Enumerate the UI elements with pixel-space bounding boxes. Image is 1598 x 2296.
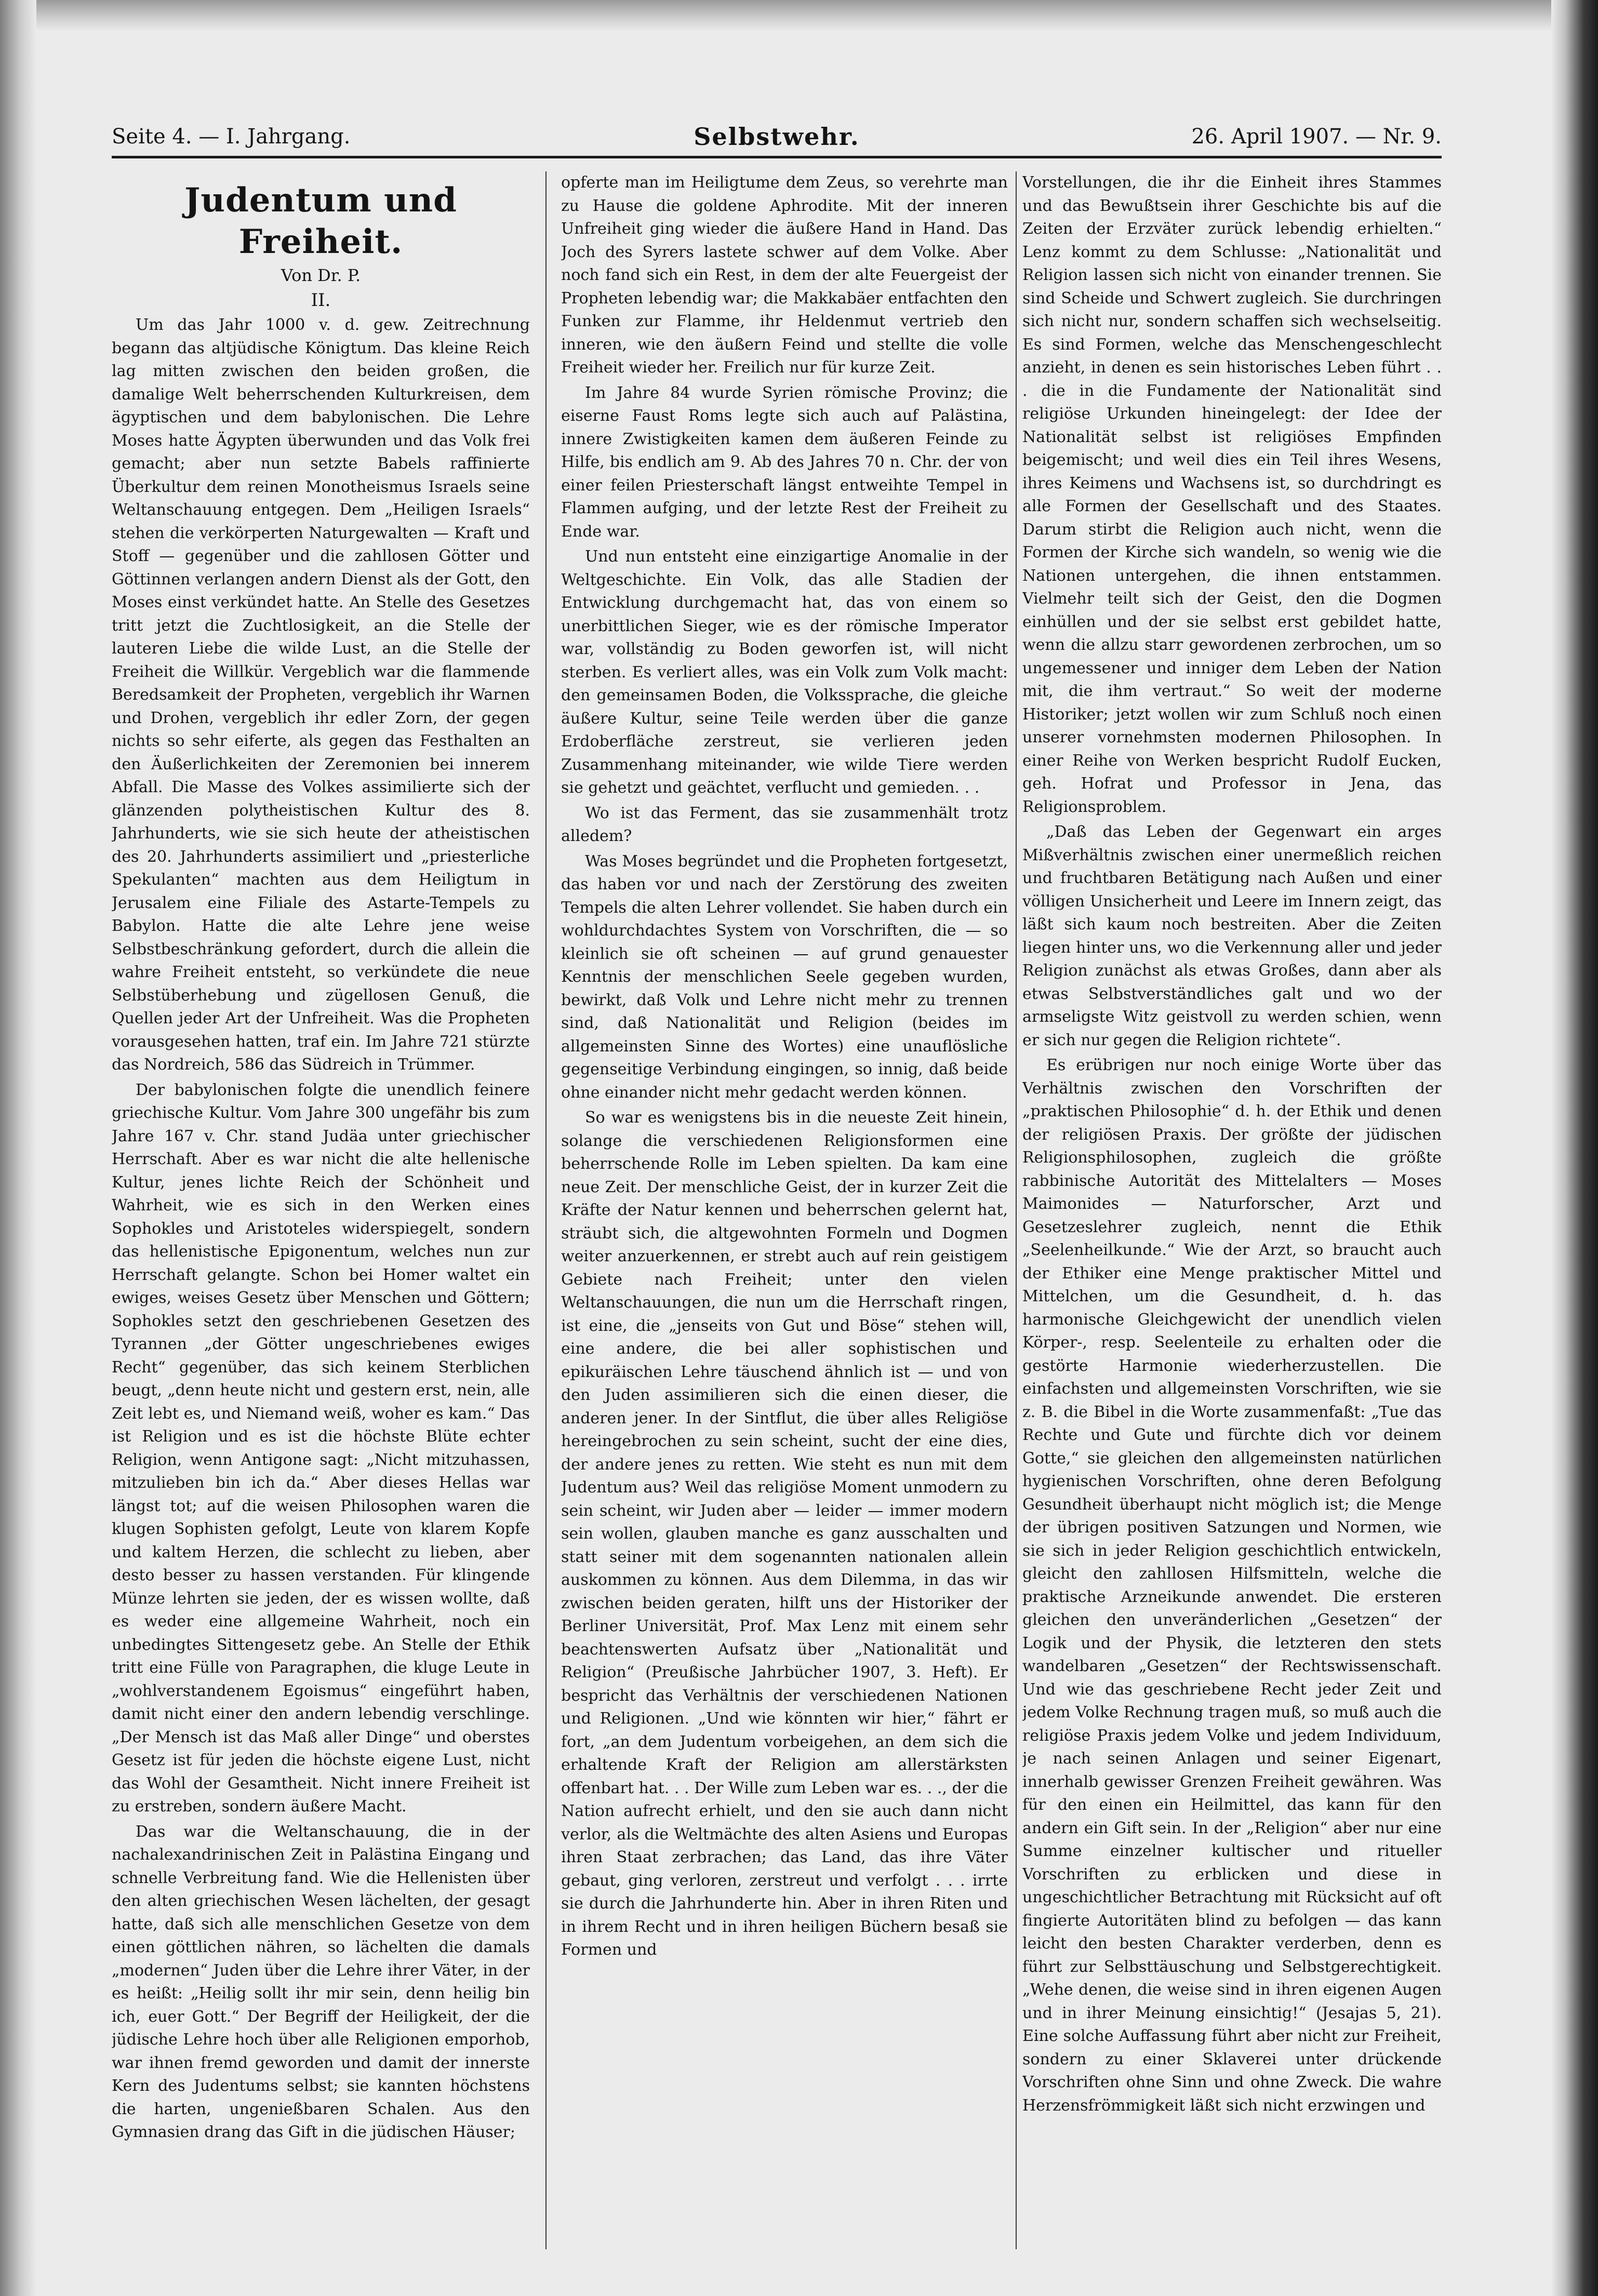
column-separator [545, 171, 547, 2249]
scan-border-left [0, 0, 36, 2296]
scan-border-top [0, 0, 1598, 31]
column-2 [561, 171, 1008, 2254]
paragraph: Und nun entsteht eine einzigartige Anomalie in der Weltgeschichte. Ein Volk, das alle Stadien der Entwicklung durchgemacht hat, das von einem so unerbittlichen Sieger, wie es der römische Imperator war, vollständig zu Boden geworfen ist, will nicht sterben. Es verliert alles, was ein Volk zum Volk macht: den gemeinsamen Boden, die Volkssprache, die gleiche äußere Kultur, seine Teile werden über die ganze Erdoberfläche zerstreut, sie verlieren jeden Zusammenhang miteinander, wie wilde Tiere werden sie gehetzt und geächtet, verflucht und gemieden. . . [561, 548, 1008, 797]
paragraph: Wo ist das Ferment, das sie zusammenhält trotz alledem? [561, 804, 1008, 845]
scan-border-right [1551, 0, 1598, 2296]
paragraph: Um das Jahr 1000 v. d. gew. Zeitrechnung begann das altjüdische Königtum. Das kleine Reich lag mitten zwischen den beiden großen, die damalige Welt beherrschenden Kulturkreisen, dem ägyptischen und dem babylonischen. Die Lehre Moses hatte Ägypten überwunden und das Volk frei gemacht; aber nun setzte Babels raffinierte Überkultur dem reinen Monotheismus Israels seine Weltanschauung entgegen. Dem „Heiligen Israels“ stehen die verkörperten Naturgewalten — Kraft und Stoff — gegenüber und die zahllosen Götter und Göttinnen verlangen andern Dienst als der Gott, den Moses einst verkündet hatte. An Stelle des Gesetzes tritt jetzt die Zuchtlosigkeit, an die Stelle der lauteren Liebe die wilde Lust, an die Stelle der Freiheit die Willkür. Vergeblich war die flammende Beredsamkeit der Propheten, vergeblich ihr Warnen und Drohen, vergeblich ihr edler Zorn, der gegen nichts so sehr eiferte, als gegen das Festhalten an den Äußerlichkeiten der Zeremonien bei innerem Abfall. Die Masse des Volkes assimilierte sich der glänzenden polytheistischen Kultur des 8. Jahrhunderts, wie sie sich heute der atheistischen des 20. Jahrhunderts assimiliert und „priesterliche Spekulanten“ machten aus dem Heiligtum in Jerusalem eine Filiale des Astarte-Tempels zu Babylon. Hatte die alte Lehre jene weise Selbstbeschränkung gefordert, durch die allein die wahre Freiheit entsteht, so verkündete die neue Selbstüberhebung und zügellosen Genuß, die Quellen jeder Art der Unfreiheit. Was die Propheten vorausgesehen hatten, traf ein. Im Jahre 721 stürzte das Nordreich, 586 das Südreich in Trümmer. [112, 316, 530, 1074]
article-byline: Von Dr. P. [281, 265, 361, 285]
paragraph: So war es wenigstens bis in die neueste Zeit hinein, solange die verschiedenen Religionsformen eine beherrschende Rolle im Leben spielten. Da kam eine neue Zeit. Der menschliche Geist, der in kurzer Zeit die Kräfte der Natur kennen und beherrschen gelernt hat, sträubt sich, die altgewohnten Formeln und Dogmen weiter anzuerkennen, er strebt auch auf rein geistigem Gebiete nach Freiheit; unter den vielen Weltanschauungen, die nun um die Herrschaft ringen, ist eine, die „jenseits von Gut und Böse“ stehen will, eine andere, die bei aller sophistischen und epikuräischen Lehre täuschend ähnlich ist — und von den Juden assimilieren sich die einen dieser, die anderen jener. In der Sintflut, die über alles Religiöse hereingebrochen zu sein scheint, sucht der eine dies, der andere jenes zu retten. Wie steht es nun mit dem Judentum aus? Weil das religiöse Moment unmodern zu sein scheint, wir Juden aber — leider — immer modern sein wollen, glauben manche es ganz ausschalten und statt seiner mit dem sogenannten nationalen allein auskommen zu können. Aus dem Dilemma, in das wir zwischen beiden geraten, hilft uns der Historiker der Berliner Universität, Prof. Max Lenz mit einem sehr beachtenswerten Aufsatz über „Nationalität und Religion“ (Preußische Jahrbücher 1907, 3. Heft). Er bespricht das Verhältnis der verschiedenen Nationen und Religionen. „Und wie könnten wir hier,“ fährt er fort, „an dem Judentum vorbeigehen, an dem sich die erhaltende Kraft der Religion am allerstärksten offenbart hat. . . Der Wille zum Leben war es. . ., der die Nation aufrecht erhielt, und den sie auch dann nicht verlor, als die Weltmächte des alten Asiens und Europas ihren Staat zerbrachen; das Land, das ihre Väter gebaut, ging verloren, zerstreut und verfolgt . . . irrte sie durch die Jahrhunderte hin. Aber in ihren Riten und in ihrem Recht und in ihren heiligen Büchern besaß sie Formen und [561, 1109, 1008, 1959]
paragraph: Vorstellungen, die ihr die Einheit ihres Stammes und das Bewußtsein ihrer Geschichte bis auf die Zeiten der Erzväter zurück lebendig erhielten.“ Lenz kommt zu dem Schlusse: „Nationalität und Religion lassen sich nicht von einander trennen. Sie sind Scheide und Schwert zugleich. Sie durchringen sich nicht nur, sondern schaffen sich wechselseitig. Es sind Formen, welche das Menschengeschlecht anzieht, in denen es sein historisches Leben führt . . . die in die Fundamente der Nationalität sind religiöse Urkunden hineingelegt: der Idee der Nationalität selbst ist religiöses Empfinden beigemischt; und weil dies ein Teil ihres Wesens, ihres Keimens und Wachsens ist, so durchdringt es alle Formen der Gesellschaft und des Staates. Darum stirbt die Religion auch nicht, wenn die Formen der Kirche sich wandeln, so wenig wie die Nationen untergehen, die ihnen entstammen. Vielmehr teilt sich der Geist, den die Dogmen einhüllen und der sie selbst erst gebildet hatte, wenn die allzu starr gewordenen zerbrochen, um so ungemessener und inniger dem Leben der Nation mit, die ihm vertraut.“ So weit der moderne Historiker; jetzt wollen wir zum Schluß noch einen unserer vornehmsten modernen Philosophen. In einer Reihe von Werken bespricht Rudolf Eucken, geh. Hofrat und Professor in Jena, das Religionsproblem. [1022, 173, 1442, 816]
header-rule [112, 156, 1442, 158]
paragraph: Das war die Weltanschauung, die in der nachalexandrinischen Zeit in Palästina Eingang und schnelle Verbreitung fand. Wie die Hellenisten über den alten griechischen Wesen lächelten, der gesagt hatte, daß sich alle menschlichen Gesetze von dem einen göttlichen nähren, so lächelten die damals „modernen“ Juden über die Lehre ihrer Väter, in der es heißt: „Heilig sollt ihr mir sein, denn heilig bin ich, euer Gott.“ Der Begriff der Heiligkeit, der die jüdische Lehre hoch über alle Religionen emporhob, war ihnen fremd geworden und damit der innerste Kern des Judentums selbst; sie kannten höchstens die harten, ungenießbaren Schalen. Aus den Gymnasien drang das Gift in die jüdischen Häuser; [112, 1822, 530, 2141]
page-number-volume: Seite 4. — I. Jahrgang. [112, 125, 351, 149]
paragraph: „Daß das Leben der Gegenwart ein arges Mißverhältnis zwischen einer unermeßlich reichen und fruchtbaren Betätigung nach Außen und einer völligen Unsicherheit und Leere im Innern zeigt, das läßt sich kaum noch bestreiten. Aber die Zeiten liegen hinter uns, wo die Verkennung aller und jeder Religion zunächst als etwas Großes, dann aber als etwas Selbstverständliches galt und wo der armseligste Witz geistvoll zu werden schien, wenn er sich nur gegen die Religion richtete“. [1022, 823, 1442, 1049]
issue-date-number: 26. April 1907. — Nr. 9. [1191, 125, 1442, 149]
running-head [112, 125, 1442, 156]
column-separator [1016, 171, 1017, 2249]
paragraph: Es erübrigen nur noch einige Worte über das Verhältnis zwischen den Vorschriften der „praktischen Philosophie“ d. h. der Ethik und denen der religiösen Praxis. Der größte der jüdischen Religionsphilosophen, zugleich die größte rabbinische Autorität des Mittelalters — Moses Maimonides — Naturforscher, Arzt und Gesetzeslehrer zugleich, nennt die Ethik „Seelenheilkunde.“ Wie der Arzt, so braucht auch der Ethiker eine Menge praktischer Mittel und Mittelchen, um die Gesundheit, d. h. das harmonische Gleichgewicht der unendlich vielen Körper-, resp. Seelenteile zu erhalten oder die gestörte Harmonie wiederherzustellen. Die einfachsten und allgemeinsten Vorschriften, wie sie z. B. die Bibel in die Worte zusammenfaßt: „Tue das Rechte und Gute und fürchte dich vor deinem Gotte,“ sie gleichen den allgemeinsten natürlichen hygienischen Vorschriften, ohne deren Befolgung Gesundheit überhaupt nicht möglich ist; die Menge der übrigen positiven Satzungen und Normen, wie sie sich in jeder Religion geschichtlich entwickeln, gleicht den zahllosen Hilfsmitteln, welche die praktische Arzneikunde anwendet. Die ersteren gleichen den unveränderlichen „Gesetzen“ der Logik und der Physik, die letzteren den stets wandelbaren „Gesetzen“ der Rechtswissenschaft. Und wie das geschriebene Recht jeder Zeit und jedem Volke Rechnung tragen muß, so muß auch die religiöse Praxis jedem Volke und jedem Individuum, je nach seinen Anlagen und seiner Eigenart, innerhalb gewisser Grenzen Freiheit gewähren. Was für den einen ein Heilmittel, das kann für den andern ein Gift sein. In der „Religion“ aber nur eine Summe einzelner kultischer und ritueller Vorschriften zu erblicken und diese in ungeschichtlicher Betrachtung mit Rücksicht auf oft fingierte Autoritäten blind zu befolgen — das kann leicht den besten Charakter verderben, denn es führt zur Selbsttäuschung und Selbstgerechtigkeit. „Wehe denen, die weise sind in ihren eigenen Augen und in ihrer Meinung einsichtig!“ (Jesajas 5, 21). Eine solche Auffassung führt aber nicht zur Freiheit, sondern zu einer Sklaverei unter drückende Vorschriften ohne Sinn und ohne Zweck. Die wahre Herzensfrömmigkeit läßt sich nicht erzwingen und [1022, 1056, 1442, 2115]
column-1 [112, 171, 530, 2254]
paragraph: opferte man im Heiligtume dem Zeus, so verehrte man zu Hause die goldene Aphrodite. Mit der inneren Unfreiheit ging wieder die äußere Hand in Hand. Das Joch des Syrers lastete schwer auf dem Volke. Aber noch fand sich ein Rest, in dem der alte Feuergeist der Propheten lebendig war; die Makkabäer entfachten den Funken zur Flamme, ihr Heldenmut vertrieb den inneren, wie den äußern Feind und stellte die volle Freiheit wieder her. Freilich nur für kurze Zeit. [561, 173, 1008, 377]
paragraph: Was Moses begründet und die Propheten fortgesetzt, das haben vor und nach der Zerstörung des zweiten Tempels die alten Lehrer vollendet. Sie haben durch ein wohldurchdachtes System von Vorschriften, die — so kleinlich sie oft scheinen — auf grund genauester Kenntnis der menschlichen Seele gegeben wurden, bewirkt, daß Volk und Lehre nicht mehr zu trennen sind, daß Nationalität und Religion (beides im allgemeinsten Sinne des Wortes) eine unauflösliche gegenseitige Verbindung eingingen, so innig, daß beide ohne einander nicht mehr gedacht werden können. [561, 852, 1008, 1102]
paragraph: Der babylonischen folgte die unendlich feinere griechische Kultur. Vom Jahre 300 ungefähr bis zum Jahre 167 v. Chr. stand Judäa unter griechischer Herrschaft. Aber es war nicht die alte hellenische Kultur, jenes lichte Reich der Schönheit und Wahrheit, wie es sich in den Werken eines Sophokles und Aristoteles widerspiegelt, sondern das hellenistische Epigonentum, welches nun zur Herrschaft gelangte. Schon bei Homer waltet ein ewiges, weises Gesetz über Menschen und Göttern; Sophokles setzt den geschriebenen Gesetzen des Tyrannen „der Götter ungeschriebenes ewiges Recht“ gegenüber, das sich keinem Sterblichen beugt, „denn heute nicht und gestern erst, nein, alle Zeit lebt es, und Niemand weiß, woher es kam.“ Das ist Religion und es ist die höchste Blüte echter Religion, wenn Antigone sagt: „Nicht mitzuhassen, mitzulieben bin ich da.“ Aber dieses Hellas war längst tot; auf die weisen Philosophen waren die klugen Sophisten gefolgt, Leute von klarem Kopfe und kaltem Herzen, die schlecht zu lieben, aber desto besser zu hassen verstanden. Für klingende Münze lehrten sie jeden, der es wissen wollte, daß es weder eine allgemeine Wahrheit, noch ein unbedingtes Sittengesetz gebe. An Stelle der Ethik tritt eine Fülle von Paragraphen, die kluge Leute in „wohlverstandenem Egoismus“ eingeführt haben, damit nicht einer den andern lebendig verschlinge. „Der Mensch ist das Maß aller Dinge“ und oberstes Gesetz ist für jeden die höchste eigene Lust, nicht das Wohl der Gesamtheit. Nicht innere Freiheit ist zu erstreben, sondern äußere Macht. [112, 1080, 530, 1816]
paragraph: Im Jahre 84 wurde Syrien römische Provinz; die eiserne Faust Roms legte sich auch auf Palästina, innere Zwistigkeiten kamen dem äußeren Feinde zu Hilfe, bis endlich am 9. Ab des Jahres 70 n. Chr. der von einer feilen Priesterschaft längst entweihte Tempel in Flammen aufging, und der letzte Rest der Freiheit zu Ende war. [561, 383, 1008, 541]
column-3 [1022, 171, 1442, 2254]
article-title: Judentum und Freiheit. [184, 181, 457, 261]
article-section-number: II. [311, 290, 331, 311]
newspaper-title: Selbstwehr. [694, 123, 860, 151]
